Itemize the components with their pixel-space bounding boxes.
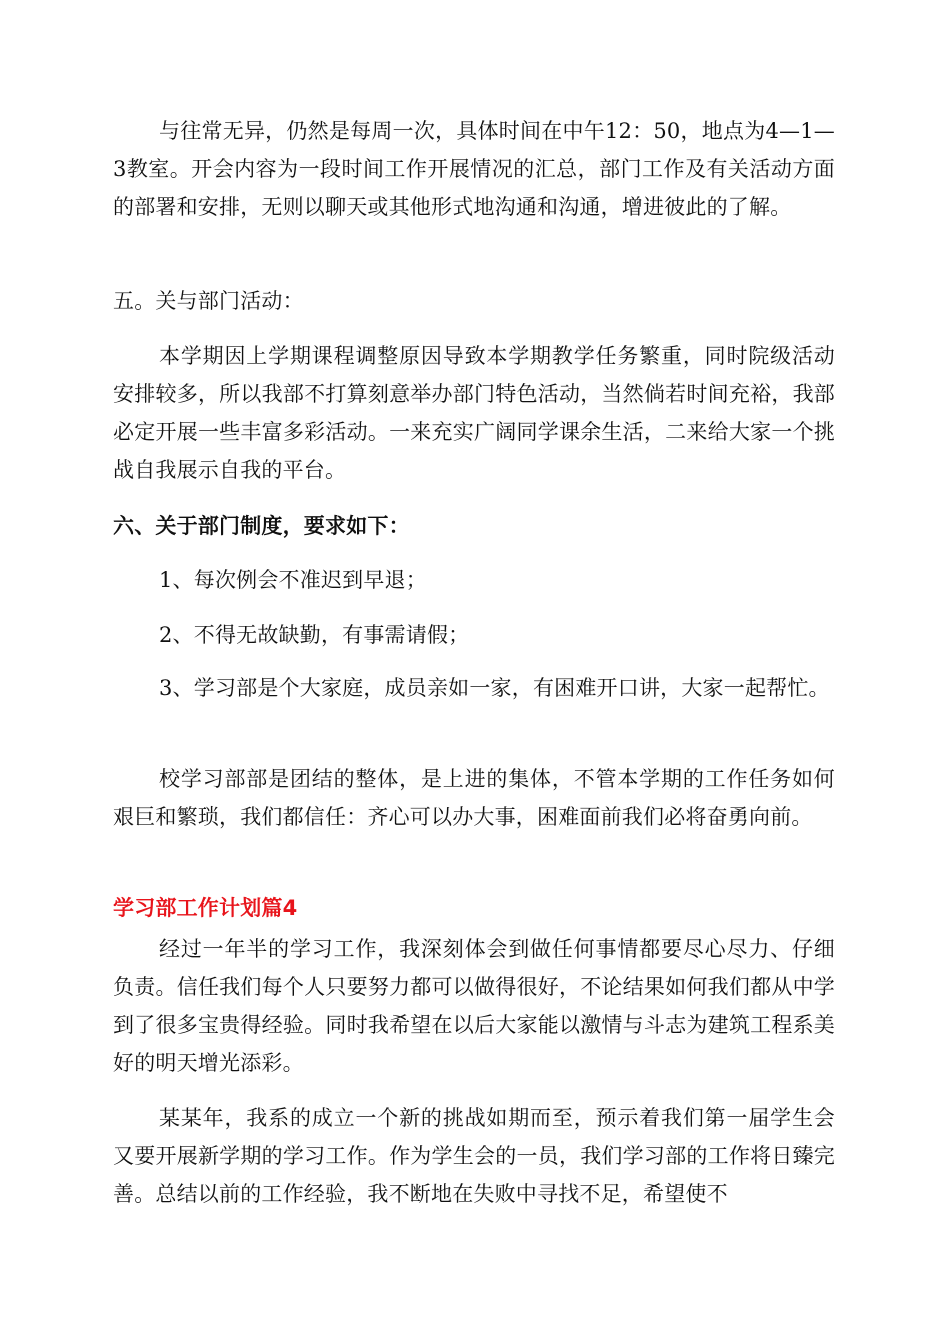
- paragraph-team-unity: 校学习部部是团结的整体，是上进的集体，不管本学期的工作任务如何艰巨和繁琐，我们都信任：齐心可以办大事，困难面前我们必将奋勇向前。: [113, 767, 835, 829]
- paragraph-meeting-schedule: 与往常无异，仍然是每周一次，具体时间在中午12：50，地点为4—1—3教室。开会内容为一段时间工作开展情况的汇总，部门工作及有关活动方面的部署和安排，无则以聊天或其他形式地沟通和沟通，增进彼此的了解。: [113, 119, 835, 219]
- section-6-heading: 六、关于部门制度，要求如下：: [113, 514, 410, 538]
- article-title: 学习部工作计划篇4: [113, 896, 298, 920]
- paragraph-department-activities: 本学期因上学期课程调整原因导致本学期教学任务繁重，同时院级活动安排较多，所以我部不打算刻意举办部门特色活动，当然倘若时间充裕，我部必定开展一些丰富多彩活动。一来充实广阔同学课余生活，二来给大家一个挑战自我展示自我的平台。: [113, 344, 835, 482]
- rule-item-3: 3、学习部是个大家庭，成员亲如一家，有困难开口讲，大家一起帮忙。: [159, 676, 830, 700]
- rule-item-2: 2、不得无故缺勤，有事需请假；: [159, 623, 470, 647]
- rule-item-1: 1、每次例会不准迟到早退；: [159, 568, 427, 592]
- paragraph-experience: 经过一年半的学习工作，我深刻体会到做任何事情都要尽心尽力、仔细负责。信任我们每个人只要努力都可以做得很好，不论结果如何我们都从中学到了很多宝贵得经验。同时我希望在以后大家能以激情与斗志为建筑工程系美好的明天增光添彩。: [113, 937, 835, 1075]
- paragraph-new-challenge: 某某年，我系的成立一个新的挑战如期而至，预示着我们第一届学生会又要开展新学期的学习工作。作为学生会的一员，我们学习部的工作将日臻完善。总结以前的工作经验，我不断地在失败中寻找不足，希望使不: [113, 1106, 835, 1206]
- section-5-heading: 五。关与部门活动：: [113, 289, 304, 313]
